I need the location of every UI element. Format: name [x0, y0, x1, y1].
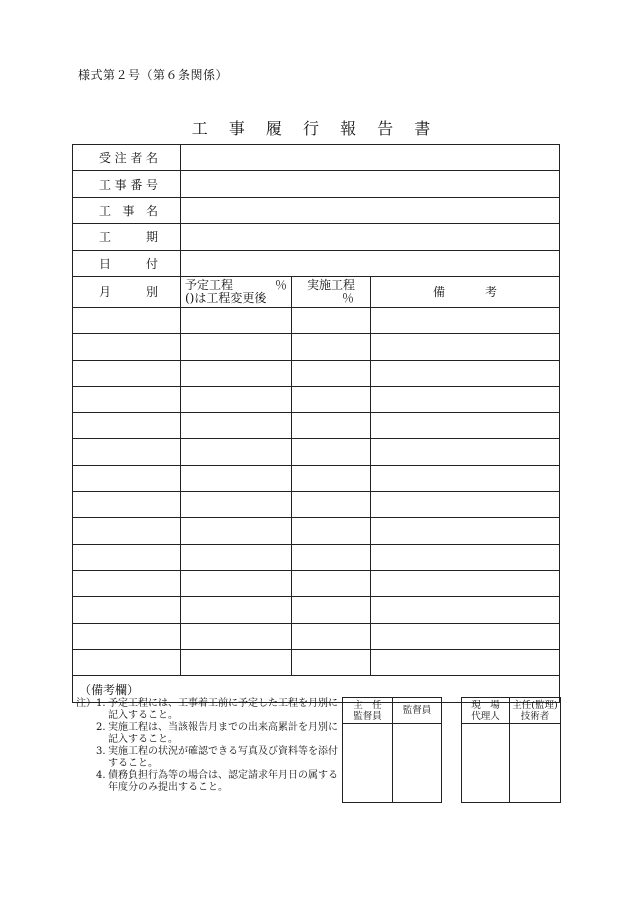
- remarks-cell[interactable]: [371, 492, 560, 518]
- site-agent-line1: 現 場: [471, 699, 500, 711]
- period-row: [73, 224, 560, 250]
- planned-cell[interactable]: [181, 492, 292, 518]
- actual-cell[interactable]: [292, 544, 371, 570]
- table-row: [73, 570, 560, 596]
- note-text: 実施工程は、当該報告月までの出来高累計を月別に記入すること。: [108, 722, 338, 745]
- remarks-cell[interactable]: [371, 334, 560, 360]
- month-cell[interactable]: [73, 413, 181, 439]
- contractor-row: [73, 145, 560, 171]
- month-cell[interactable]: [73, 544, 181, 570]
- period-field[interactable]: [181, 224, 560, 250]
- planned-note: ()は工程変更後: [185, 290, 267, 305]
- note-item: [96, 770, 344, 794]
- construction-name-row: [73, 197, 560, 223]
- date-label: 日付: [73, 250, 181, 276]
- actual-pct-unit: ％: [341, 290, 354, 305]
- month-cell[interactable]: [73, 518, 181, 544]
- month-cell[interactable]: [73, 360, 181, 386]
- table-row: [73, 623, 560, 649]
- construction-name-field[interactable]: [181, 197, 560, 223]
- progress-header-row: [73, 276, 560, 307]
- contractor-stamp-table: [461, 697, 561, 803]
- remarks-cell[interactable]: [371, 623, 560, 649]
- planned-cell[interactable]: [181, 360, 292, 386]
- date-row: [73, 250, 560, 276]
- planned-cell[interactable]: [181, 597, 292, 623]
- note-text: 予定工程には、工事着工前に予定した工程を月別に記入すること。: [108, 698, 338, 721]
- actual-cell[interactable]: [292, 413, 371, 439]
- site-agent-line2: 代理人: [471, 710, 500, 722]
- actual-label: 実施工程: [306, 277, 355, 292]
- month-cell[interactable]: [73, 465, 181, 491]
- remarks-cell[interactable]: [371, 413, 560, 439]
- remarks-cell[interactable]: [371, 544, 560, 570]
- actual-cell[interactable]: [292, 492, 371, 518]
- document-title: 工 事 履 行 報 告 書: [191, 119, 439, 138]
- notes: [76, 698, 344, 794]
- remarks-cell[interactable]: [371, 307, 560, 333]
- remarks-header: [371, 276, 560, 307]
- planned-cell[interactable]: [181, 570, 292, 596]
- month-cell[interactable]: [73, 307, 181, 333]
- site-agent-seal-box[interactable]: [462, 724, 510, 803]
- supervisor-header: 監督員: [393, 698, 442, 724]
- month-cell[interactable]: [73, 386, 181, 412]
- planned-cell[interactable]: [181, 334, 292, 360]
- remarks-cell[interactable]: [371, 597, 560, 623]
- planned-progress-header: [181, 276, 292, 307]
- planned-cell[interactable]: [181, 544, 292, 570]
- remarks-cell[interactable]: [371, 518, 560, 544]
- planned-cell[interactable]: [181, 386, 292, 412]
- chief-engineer-seal-box[interactable]: [510, 724, 561, 803]
- contractor-field[interactable]: [181, 145, 560, 171]
- month-cell[interactable]: [73, 623, 181, 649]
- site-agent-header: [462, 698, 510, 724]
- note-number: 1.: [96, 698, 106, 709]
- table-row: [73, 649, 560, 675]
- chief-engineer-header: [510, 698, 561, 724]
- planned-cell[interactable]: [181, 518, 292, 544]
- planned-cell[interactable]: [181, 465, 292, 491]
- remarks-section[interactable]: （備考欄）: [73, 676, 560, 703]
- actual-cell[interactable]: [292, 518, 371, 544]
- chief-engineer-line1: 主任(監理): [512, 699, 558, 711]
- actual-progress-header: [292, 276, 371, 307]
- month-cell[interactable]: [73, 334, 181, 360]
- table-row: [73, 597, 560, 623]
- remarks-cell[interactable]: [371, 439, 560, 465]
- chief-supervisor-line1: 主 任: [353, 699, 382, 711]
- construction-number-row: [73, 171, 560, 197]
- chief-supervisor-seal-box[interactable]: [343, 724, 393, 803]
- note-item: [96, 722, 344, 746]
- remarks-cell[interactable]: [371, 570, 560, 596]
- table-row: [73, 492, 560, 518]
- table-row: [73, 413, 560, 439]
- planned-cell[interactable]: [181, 439, 292, 465]
- note-number: 4.: [96, 770, 106, 781]
- notes-list: [76, 698, 344, 794]
- note-item: [96, 746, 344, 770]
- actual-cell[interactable]: [292, 386, 371, 412]
- note-text: 実施工程の状況が確認できる写真及び資料等を添付すること。: [108, 746, 338, 769]
- remarks-cell[interactable]: [371, 465, 560, 491]
- date-field[interactable]: [181, 250, 560, 276]
- table-row: [73, 544, 560, 570]
- actual-cell[interactable]: [292, 439, 371, 465]
- table-row: [73, 307, 560, 333]
- chief-supervisor-line2: 監督員: [353, 710, 382, 722]
- actual-cell[interactable]: [292, 334, 371, 360]
- month-header: 月別: [73, 276, 181, 307]
- table-row: [73, 334, 560, 360]
- planned-cell[interactable]: [181, 307, 292, 333]
- table-row: [73, 465, 560, 491]
- remarks-cell[interactable]: [371, 386, 560, 412]
- actual-cell[interactable]: [292, 570, 371, 596]
- actual-cell[interactable]: [292, 649, 371, 675]
- actual-cell[interactable]: [292, 360, 371, 386]
- month-cell[interactable]: [73, 597, 181, 623]
- planned-pct-unit: ％: [274, 277, 287, 292]
- table-row: [73, 439, 560, 465]
- note-number: 3.: [96, 746, 106, 757]
- actual-cell[interactable]: [292, 307, 371, 333]
- notes-lead: 注）: [76, 698, 96, 709]
- table-row: [73, 386, 560, 412]
- construction-number-label: 工事番号: [73, 171, 181, 197]
- month-cell[interactable]: [73, 649, 181, 675]
- note-number: 2.: [96, 722, 106, 733]
- month-cell[interactable]: [73, 439, 181, 465]
- chief-engineer-line2: 技術者: [520, 710, 550, 722]
- construction-number-field[interactable]: [181, 171, 560, 197]
- planned-cell[interactable]: [181, 649, 292, 675]
- form-number: 様式第２号（第６条関係）: [78, 68, 229, 82]
- construction-name-label: 工事名: [73, 197, 181, 223]
- actual-cell[interactable]: [292, 623, 371, 649]
- planned-cell[interactable]: [181, 413, 292, 439]
- remarks-header-label: 備考: [433, 285, 497, 300]
- actual-cell[interactable]: [292, 597, 371, 623]
- planned-label: 予定工程: [185, 277, 234, 292]
- remarks-cell[interactable]: [371, 649, 560, 675]
- remarks-cell[interactable]: [371, 360, 560, 386]
- actual-cell[interactable]: [292, 465, 371, 491]
- report-table: [72, 144, 560, 703]
- supervisor-stamp-table: [342, 697, 442, 803]
- month-cell[interactable]: [73, 570, 181, 596]
- table-row: [73, 518, 560, 544]
- supervisor-seal-box[interactable]: [393, 724, 442, 803]
- note-item: [96, 698, 344, 722]
- contractor-label: 受注者名: [73, 145, 181, 171]
- month-cell[interactable]: [73, 492, 181, 518]
- period-label: 工期: [73, 224, 181, 250]
- note-text: 債務負担行為等の場合は、認定請求年月日の属する年度分のみ提出すること。: [108, 770, 338, 793]
- table-row: [73, 360, 560, 386]
- planned-cell[interactable]: [181, 623, 292, 649]
- chief-supervisor-header: [343, 698, 393, 724]
